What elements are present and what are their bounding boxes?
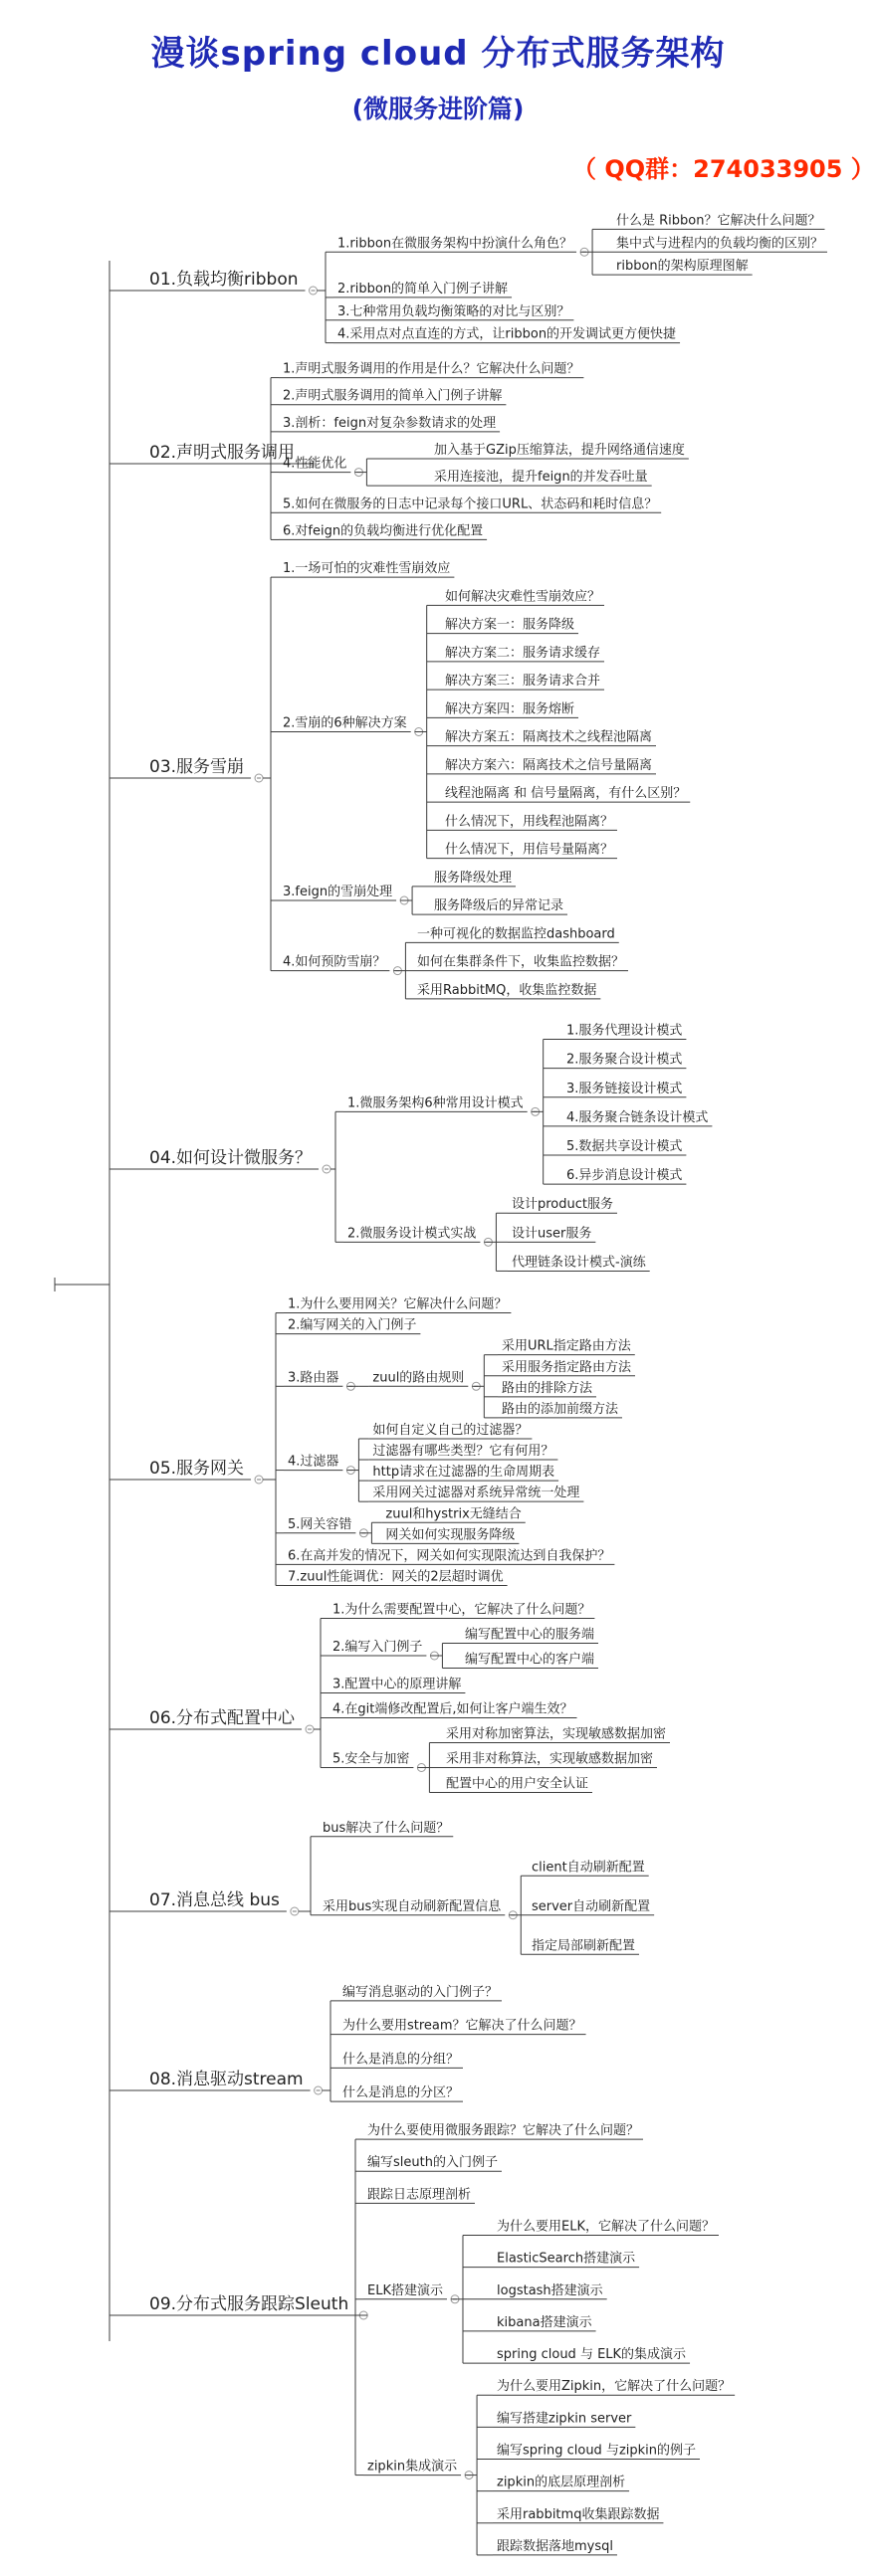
subtopic-2.1-0: 如何解决灾难性雪崩效应？ bbox=[445, 589, 601, 605]
topic-5-1: 1.为什么要用网关？它解决什么问题？ bbox=[288, 1296, 508, 1312]
topic-1-2: 2.ribbon的简单入门例子讲解 bbox=[337, 281, 509, 297]
subtopic-5.4-2: 配置中心的用户安全认证 bbox=[446, 1776, 589, 1792]
topic-2-4: 4.性能优化 bbox=[283, 456, 347, 472]
topic-6-4: 4.在git端修改配置后,如何让客户端生效？ bbox=[332, 1701, 573, 1717]
subtopic-3.0-1: 2.服务聚合设计模式 bbox=[566, 1052, 683, 1068]
subtopic-8.3-2: logstash搭建演示 bbox=[497, 2282, 603, 2298]
collapse-toggle-icon[interactable] bbox=[255, 774, 263, 782]
topic-3-1: 1.一场可怕的灾难性雪崩效应 bbox=[283, 561, 451, 577]
topic-5-7: 7.zuul性能调优：网关的2层超时调优 bbox=[288, 1569, 504, 1585]
topic-6-2: 2.编写入门例子 bbox=[332, 1640, 423, 1655]
collapse-toggle-icon[interactable] bbox=[291, 1907, 299, 1915]
topic-6-1: 1.为什么需要配置中心，它解决了什么问题？ bbox=[332, 1602, 591, 1618]
subtopic-2.1-7: 线程池隔离 和 信号量隔离，有什么区别？ bbox=[445, 786, 687, 802]
subtopic-1.3-0: 加入基于GZip压缩算法，提升网络通信速度 bbox=[434, 443, 685, 458]
subtopic-8.4-5: 跟踪数据落地mysql bbox=[497, 2538, 613, 2554]
subtopic-2.3-2: 采用RabbitMQ，收集监控数据 bbox=[417, 982, 597, 998]
subtopic-3.1-0: 设计product服务 bbox=[512, 1197, 614, 1213]
subtopic-3.1-1: 设计user服务 bbox=[512, 1226, 592, 1242]
topic-1-4: 4.采用点对点直连的方式，让ribbon的开发调试更方便快捷 bbox=[337, 326, 677, 342]
topic-8-2: 为什么要用stream？它解决了什么问题？ bbox=[342, 2018, 582, 2034]
topic-8-1: 编写消息驱动的入门例子？ bbox=[342, 1984, 499, 2000]
subtopic-3.1-2: 代理链条设计模式-演练 bbox=[512, 1255, 646, 1271]
topic-2-1: 1.声明式服务调用的作用是什么？它解决什么问题？ bbox=[283, 361, 580, 377]
topic-9-2: 编写sleuth的入门例子 bbox=[367, 2155, 498, 2171]
collapse-toggle-icon[interactable] bbox=[255, 1476, 263, 1484]
collapse-toggle-icon[interactable] bbox=[315, 2086, 323, 2094]
topic-2-6: 6.对feign的负载均衡进行优化配置 bbox=[283, 523, 484, 539]
subtopic-2.1-2: 解决方案二：服务请求缓存 bbox=[445, 645, 601, 661]
branch-5: 05.服务网关 bbox=[149, 1459, 245, 1479]
subtopic-2.1-6: 解决方案六：隔离技术之信号量隔离 bbox=[445, 757, 653, 773]
collapse-toggle-icon[interactable] bbox=[306, 1725, 314, 1733]
page-subtitle: (微服务进阶篇) bbox=[351, 95, 525, 123]
subtopic-8.4-0: 为什么要用Zipkin，它解决了什么问题？ bbox=[497, 2379, 732, 2395]
subtopic-0.0-0: 什么是 Ribbon？它解决什么问题？ bbox=[616, 213, 821, 229]
subtopic-3.0-5: 6.异步消息设计模式 bbox=[566, 1168, 683, 1184]
topic-1-1: 1.ribbon在微服务架构中扮演什么角色？ bbox=[337, 236, 573, 252]
detail-4.2.0-3: 路由的添加前缀方法 bbox=[502, 1401, 619, 1417]
topic-2-5: 5.如何在微服务的日志中记录每个接口URL、状态码和耗时信息？ bbox=[283, 496, 658, 512]
branch-6: 06.分布式配置中心 bbox=[149, 1708, 296, 1728]
topic-5-4: 4.过滤器 bbox=[288, 1454, 339, 1470]
subtopic-2.1-1: 解决方案一：服务降级 bbox=[445, 617, 575, 633]
topic-2-2: 2.声明式服务调用的简单入门例子讲解 bbox=[283, 388, 503, 404]
topic-8-4: 什么是消息的分区？ bbox=[342, 2085, 460, 2101]
subtopic-1.3-1: 采用连接池，提升feign的并发吞吐量 bbox=[434, 470, 648, 486]
branch-3: 03.服务雪崩 bbox=[149, 757, 245, 777]
topic-7-1: bus解决了什么问题？ bbox=[323, 1820, 450, 1836]
subtopic-5.1-1: 编写配置中心的客户端 bbox=[465, 1652, 595, 1668]
subtopic-3.0-2: 3.服务链接设计模式 bbox=[566, 1081, 683, 1096]
topic-9-3: 跟踪日志原理剖析 bbox=[367, 2187, 472, 2203]
subtopic-8.3-1: ElasticSearch搭建演示 bbox=[497, 2251, 636, 2267]
topic-8-3: 什么是消息的分组？ bbox=[342, 2052, 460, 2068]
detail-4.2.0-1: 采用服务指定路由方法 bbox=[502, 1359, 632, 1375]
subtopic-6.1-1: server自动刷新配置 bbox=[532, 1898, 651, 1914]
qq-group-label: （ QQ群：274033905 ） bbox=[572, 155, 875, 183]
subtopic-3.0-0: 1.服务代理设计模式 bbox=[566, 1023, 683, 1039]
detail-4.2.0-2: 路由的排除方法 bbox=[502, 1380, 593, 1396]
collapse-toggle-icon[interactable] bbox=[323, 1165, 330, 1173]
topic-9-5: zipkin集成演示 bbox=[367, 2459, 458, 2475]
subtopic-4.3-0: 如何自定义自己的过滤器？ bbox=[372, 1422, 529, 1438]
subtopic-6.1-2: 指定局部刷新配置 bbox=[532, 1938, 636, 1954]
topic-2-3: 3.剖析：feign对复杂参数请求的处理 bbox=[283, 415, 497, 431]
subtopic-3.0-4: 5.数据共享设计模式 bbox=[566, 1139, 683, 1154]
subtopic-6.1-0: client自动刷新配置 bbox=[532, 1860, 645, 1876]
subtopic-5.1-0: 编写配置中心的服务端 bbox=[465, 1627, 595, 1643]
topic-3-3: 3.feign的雪崩处理 bbox=[283, 885, 393, 899]
subtopic-5.4-1: 采用非对称算法，实现敏感数据加密 bbox=[446, 1751, 654, 1767]
topic-4-1: 1.微服务架构6种常用设计模式 bbox=[347, 1095, 524, 1111]
topic-3-2: 2.雪崩的6种解决方案 bbox=[283, 715, 407, 731]
subtopic-8.4-1: 编写搭建zipkin server bbox=[497, 2411, 632, 2427]
subtopic-8.4-4: 采用rabbitmq收集跟踪数据 bbox=[497, 2506, 660, 2522]
topic-5-5: 5.网关容错 bbox=[288, 1516, 352, 1532]
subtopic-8.3-3: kibana搭建演示 bbox=[497, 2314, 592, 2330]
subtopic-4.3-3: 采用网关过滤器对系统异常统一处理 bbox=[372, 1486, 580, 1501]
topic-5-2: 2.编写网关的入门例子 bbox=[288, 1317, 417, 1333]
subtopic-5.4-0: 采用对称加密算法，实现敏感数据加密 bbox=[446, 1726, 667, 1742]
collapse-toggle-icon[interactable] bbox=[310, 287, 318, 295]
topic-6-3: 3.配置中心的原理讲解 bbox=[332, 1677, 462, 1692]
subtopic-8.3-0: 为什么要用ELK，它解决了什么问题？ bbox=[497, 2219, 715, 2235]
topic-5-6: 6.在高并发的情况下，网关如何实现限流达到自我保护？ bbox=[288, 1548, 611, 1564]
subtopic-2.1-8: 什么情况下，用线程池隔离？ bbox=[445, 814, 614, 830]
branch-1: 01.负载均衡ribbon bbox=[149, 270, 299, 290]
page-title: 漫谈spring cloud 分布式服务架构 bbox=[150, 34, 726, 74]
subtopic-2.1-3: 解决方案三：服务请求合并 bbox=[445, 674, 601, 690]
topic-7-2: 采用bus实现自动刷新配置信息 bbox=[323, 1898, 502, 1914]
subtopic-4.3-1: 过滤器有哪些类型？它有何用？ bbox=[372, 1444, 554, 1460]
branch-4: 04.如何设计微服务？ bbox=[149, 1148, 313, 1168]
subtopic-2.2-1: 服务降级后的异常记录 bbox=[434, 898, 564, 914]
subtopic-8.4-3: zipkin的底层原理剖析 bbox=[497, 2475, 626, 2490]
subtopic-3.0-3: 4.服务聚合链条设计模式 bbox=[566, 1109, 709, 1125]
topic-5-3: 3.路由器 bbox=[288, 1370, 339, 1386]
subtopic-2.3-0: 一种可视化的数据监控dashboard bbox=[417, 926, 615, 942]
topic-9-1: 为什么要使用微服务跟踪？它解决了什么问题？ bbox=[367, 2123, 640, 2139]
topic-3-4: 4.如何预防雪崩？ bbox=[283, 954, 386, 970]
topic-9-4: ELK搭建演示 bbox=[367, 2282, 443, 2298]
subtopic-2.2-0: 服务降级处理 bbox=[434, 870, 513, 886]
subtopic-4.3-2: http请求在过滤器的生命周期表 bbox=[372, 1465, 555, 1481]
branch-9: 09.分布式服务跟踪Sleuth bbox=[149, 2294, 349, 2314]
subtopic-4.4-0: zuul和hystrix无缝结合 bbox=[385, 1506, 522, 1522]
branch-8: 08.消息驱动stream bbox=[149, 2070, 304, 2089]
subtopic-0.0-2: ribbon的架构原理图解 bbox=[616, 259, 749, 275]
subtopic-2.1-4: 解决方案四：服务熔断 bbox=[445, 701, 575, 717]
subtopic-0.0-1: 集中式与进程内的负载均衡的区别？ bbox=[616, 236, 824, 252]
topic-4-2: 2.微服务设计模式实战 bbox=[347, 1226, 477, 1242]
branch-7: 07.消息总线 bus bbox=[149, 1890, 280, 1910]
subtopic-4.2-0: zuul的路由规则 bbox=[372, 1370, 465, 1386]
subtopic-2.1-5: 解决方案五：隔离技术之线程池隔离 bbox=[445, 729, 653, 745]
subtopic-4.4-1: 网关如何实现服务降级 bbox=[385, 1527, 516, 1543]
subtopic-8.3-4: spring cloud 与 ELK的集成演示 bbox=[497, 2347, 687, 2363]
detail-4.2.0-0: 采用URL指定路由方法 bbox=[502, 1338, 631, 1354]
topic-1-3: 3.七种常用负载均衡策略的对比与区别？ bbox=[337, 303, 570, 319]
topic-6-5: 5.安全与加密 bbox=[332, 1751, 410, 1767]
subtopic-8.4-2: 编写spring cloud 与zipkin的例子 bbox=[497, 2443, 697, 2459]
subtopic-2.3-1: 如何在集群条件下，收集监控数据？ bbox=[417, 954, 625, 970]
subtopic-2.1-9: 什么情况下，用信号量隔离？ bbox=[445, 842, 614, 858]
branch-2: 02.声明式服务调用 bbox=[149, 443, 296, 463]
